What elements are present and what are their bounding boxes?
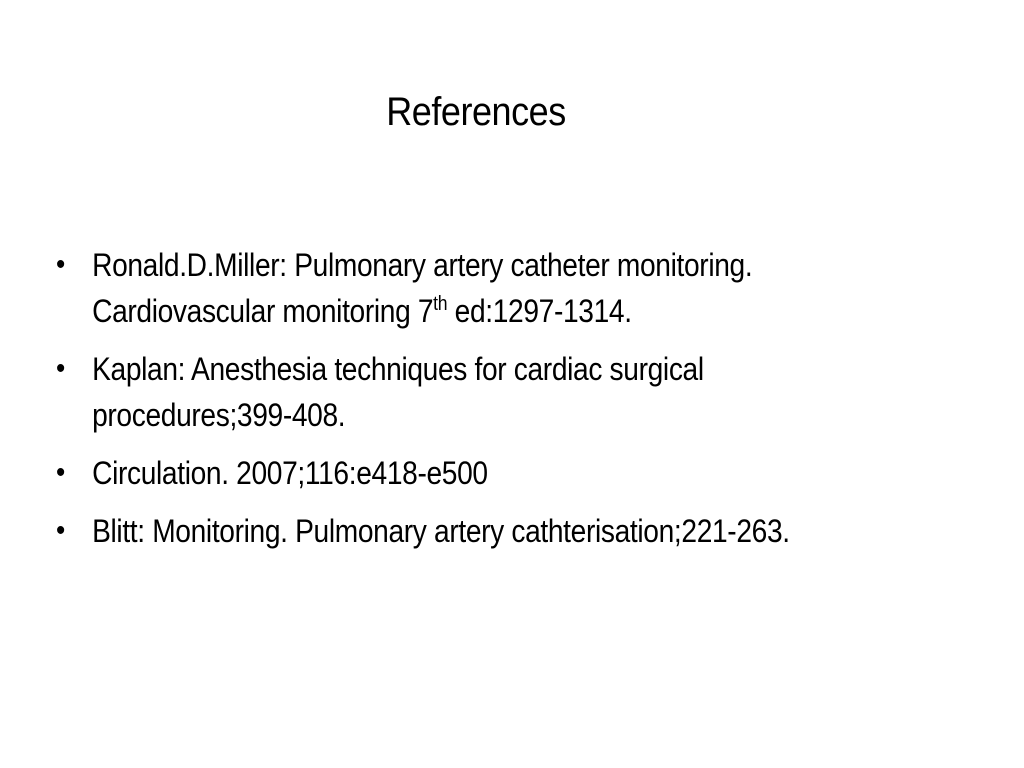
superscript: th: [433, 293, 448, 315]
reference-item-miller: [56, 242, 972, 334]
reference-text-line: Ronald.D.Miller: Pulmonary artery catheter monitoring.: [92, 247, 753, 283]
reference-text: Cardiovascular monitoring 7: [92, 293, 434, 329]
reference-text-line: Circulation. 2007;116:e418-e500: [92, 455, 488, 491]
reference-text-line: Blitt: Monitoring. Pulmonary artery cathterisation;221-263.: [92, 513, 790, 549]
reference-text-line: [92, 288, 972, 334]
slide-title: References: [386, 90, 566, 134]
bullet-icon: •: [56, 352, 65, 385]
bullet-icon: •: [56, 514, 65, 547]
reference-text-line: Kaplan: Anesthesia techniques for cardiac surgical: [92, 351, 704, 387]
reference-item-circulation: [56, 450, 972, 496]
bullet-icon: •: [56, 248, 65, 281]
reference-item-kaplan: [56, 346, 972, 438]
reference-text: ed:1297-1314.: [447, 293, 632, 329]
bullet-icon: •: [56, 456, 65, 489]
reference-item-blitt: [56, 508, 972, 554]
reference-text-line: procedures;399-408.: [92, 397, 346, 433]
references-list: [56, 242, 956, 566]
